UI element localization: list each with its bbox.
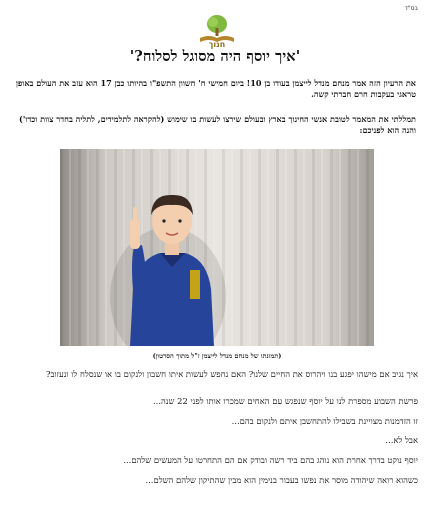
corner-mark: בס"ד [404,5,418,12]
body-paragraph-3: זו הזדמנות מצויינת בשבילו להתחשבן איתם ולנקום בהם... [231,416,418,426]
body-paragraph-5: יוסף נוקט בדרך אחרת הוא נוהג בהם ביד רשה ובודק אם הם התחרטו על המעשים שלהם... [123,455,418,465]
logo [192,12,242,48]
video-still-photo [60,149,374,346]
photo-caption: (תמונתו של מנחם מנדל לייצמן ז"ל מתוך הסרטון) [152,352,282,360]
logo-text: חנוך [208,40,226,49]
intro-paragraph-1: את הרעיון הזה אמר מנחם מנדל לייצמן בעודו בן 10! ביום חמישי ח' חשוון התשפ"ו בהיותו כבן 17 הוא עזב את העולם באופן טראגי בעקבות חרם חברתי קשה. [15,78,416,99]
body-paragraph-1: איך נגיב אם מישהו יפגע בנו ויהרוס את החיים שלנו? האם נחפש לעשות איתו חשבון ולנקום בו או שנסלח לו ונעזוב? [45,369,418,379]
intro-paragraph-2: תמללתי את המאמר לטובת אנשי החינוך בארץ ובעולם שירצו לעשות בו שימוש (להקראה לתלמידים, לתליה בחדר צוות וכדו') והנה הוא לפניכם: [19,114,416,135]
body-paragraph-2: פרשת השבוע מספרת לנו על יוסף שנפגש עם האחים שמכרו אותו לפני 22 שנה... [153,396,418,406]
page-title: 'איך יוסף היה מסוגל לסלוח?' [129,48,301,65]
body-paragraph-4: אבל לא... [385,435,418,445]
body-paragraph-6: כשהוא רואה שיהודה מוסר את נפשו בעבור בנימין הוא מבין שהתיקון שלהם השלם... [145,475,418,485]
